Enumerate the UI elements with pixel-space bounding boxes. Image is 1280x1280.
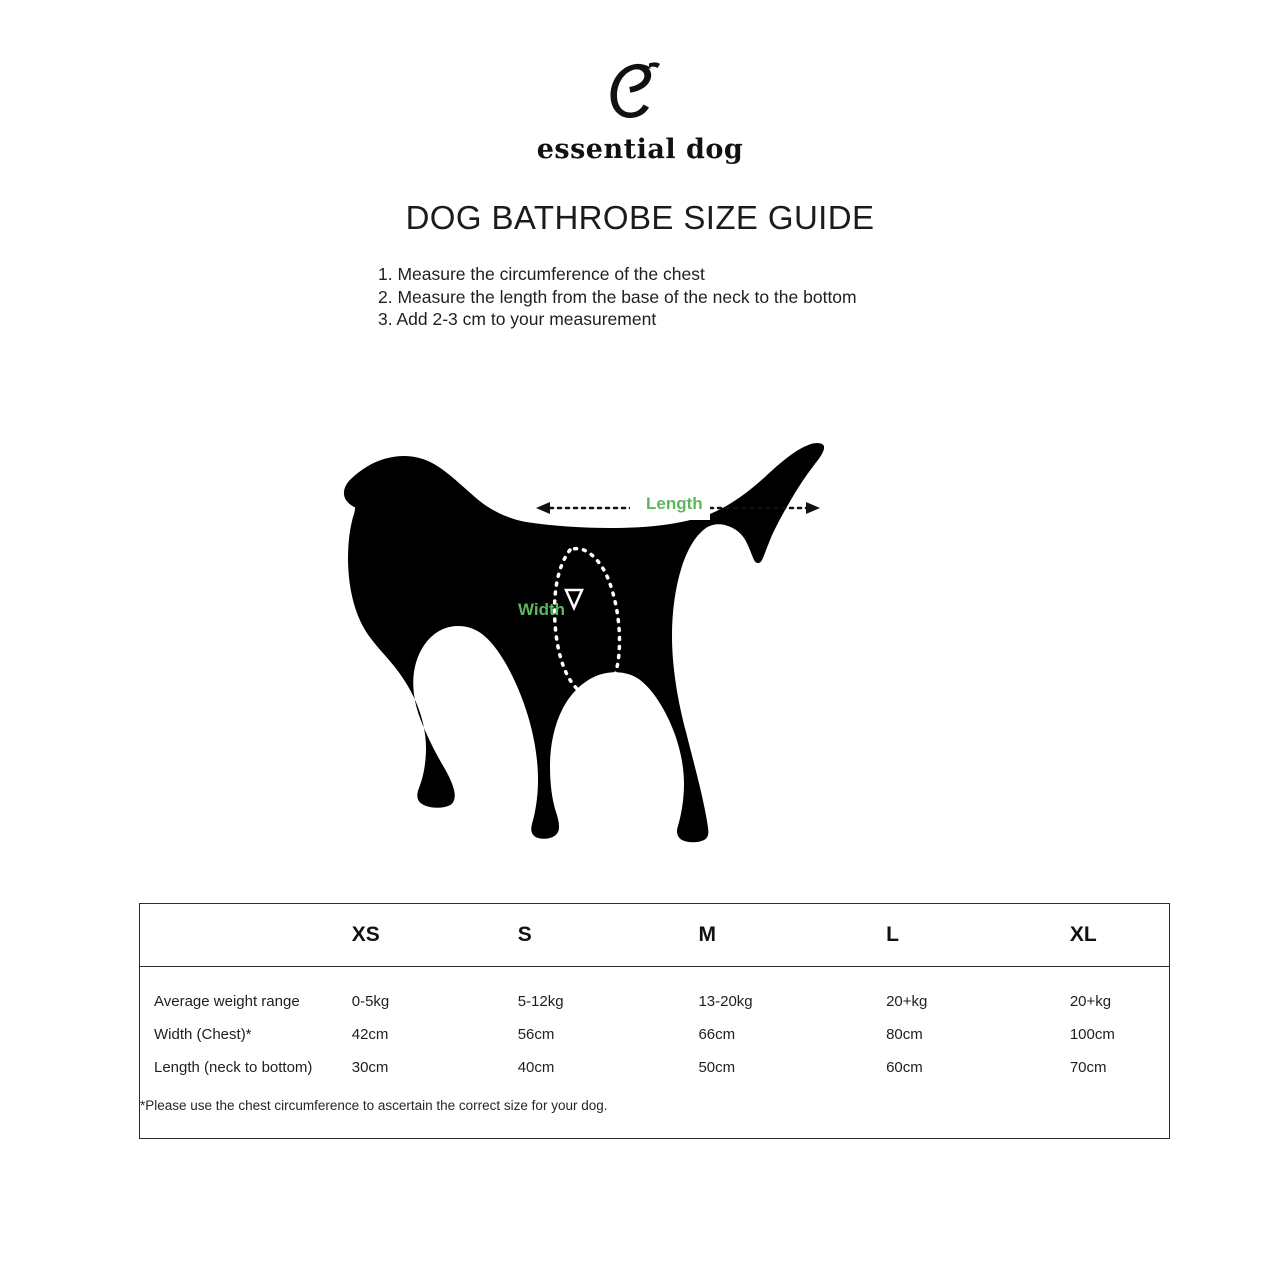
cell-weight-xs: 0-5kg	[351, 993, 390, 1010]
instruction-item-2: 2. Measure the length from the base of the neck to the bottom	[378, 286, 857, 307]
table-header-xl: XL	[1070, 904, 1169, 967]
instruction-item-1: 1. Measure the circumference of the chest	[378, 264, 705, 284]
instruction-item-3: 3. Add 2-3 cm to your measurement	[378, 309, 657, 329]
cell-weight-xl: 20+kg	[1069, 993, 1112, 1010]
table-row	[140, 967, 1169, 1019]
cell-width-s: 56cm	[517, 1026, 555, 1043]
dog-silhouette-icon	[330, 440, 930, 870]
table-header-xs: XS	[352, 904, 518, 967]
table-row	[140, 1051, 1169, 1084]
size-table	[139, 903, 1170, 1139]
brand-header	[0, 0, 1280, 165]
table-header-s: S	[518, 904, 699, 967]
cell-width-xl: 100cm	[1069, 1026, 1115, 1043]
cell-weight-l: 20+kg	[886, 993, 928, 1010]
cell-width-xs: 42cm	[351, 1026, 389, 1043]
cell-length-xl: 70cm	[1069, 1059, 1107, 1076]
cell-width-l: 80cm	[886, 1026, 923, 1043]
cell-length-l: 60cm	[886, 1059, 923, 1076]
essential-dog-e-mark	[604, 62, 676, 128]
brand-name: essential dog	[536, 134, 744, 165]
cell-weight-m: 13-20kg	[698, 993, 753, 1010]
table-header-l: L	[886, 904, 1070, 967]
page-title: DOG BATHROBE SIZE GUIDE	[405, 199, 875, 236]
cell-length-s: 40cm	[517, 1059, 555, 1076]
table-header-m: M	[698, 904, 886, 967]
table-footnote: *Please use the chest circumference to ascertain the correct size for your dog.	[140, 1097, 608, 1113]
dog-measurement-diagram	[330, 440, 930, 870]
row-label-weight: Average weight range	[154, 993, 300, 1010]
cell-width-m: 66cm	[698, 1026, 736, 1043]
cell-weight-s: 5-12kg	[517, 993, 564, 1010]
table-footnote-row	[140, 1084, 1169, 1138]
table-header-row	[140, 904, 1169, 967]
instructions-list	[0, 263, 1280, 331]
row-label-length: Length (neck to bottom)	[154, 1059, 313, 1076]
length-label: Length	[646, 494, 703, 513]
row-label-width: Width (Chest)*	[154, 1026, 252, 1043]
cell-length-m: 50cm	[698, 1059, 736, 1076]
width-label: Width	[518, 600, 566, 619]
cell-length-xs: 30cm	[351, 1059, 389, 1076]
table-row	[140, 1018, 1169, 1051]
table-header-blank	[140, 904, 352, 967]
